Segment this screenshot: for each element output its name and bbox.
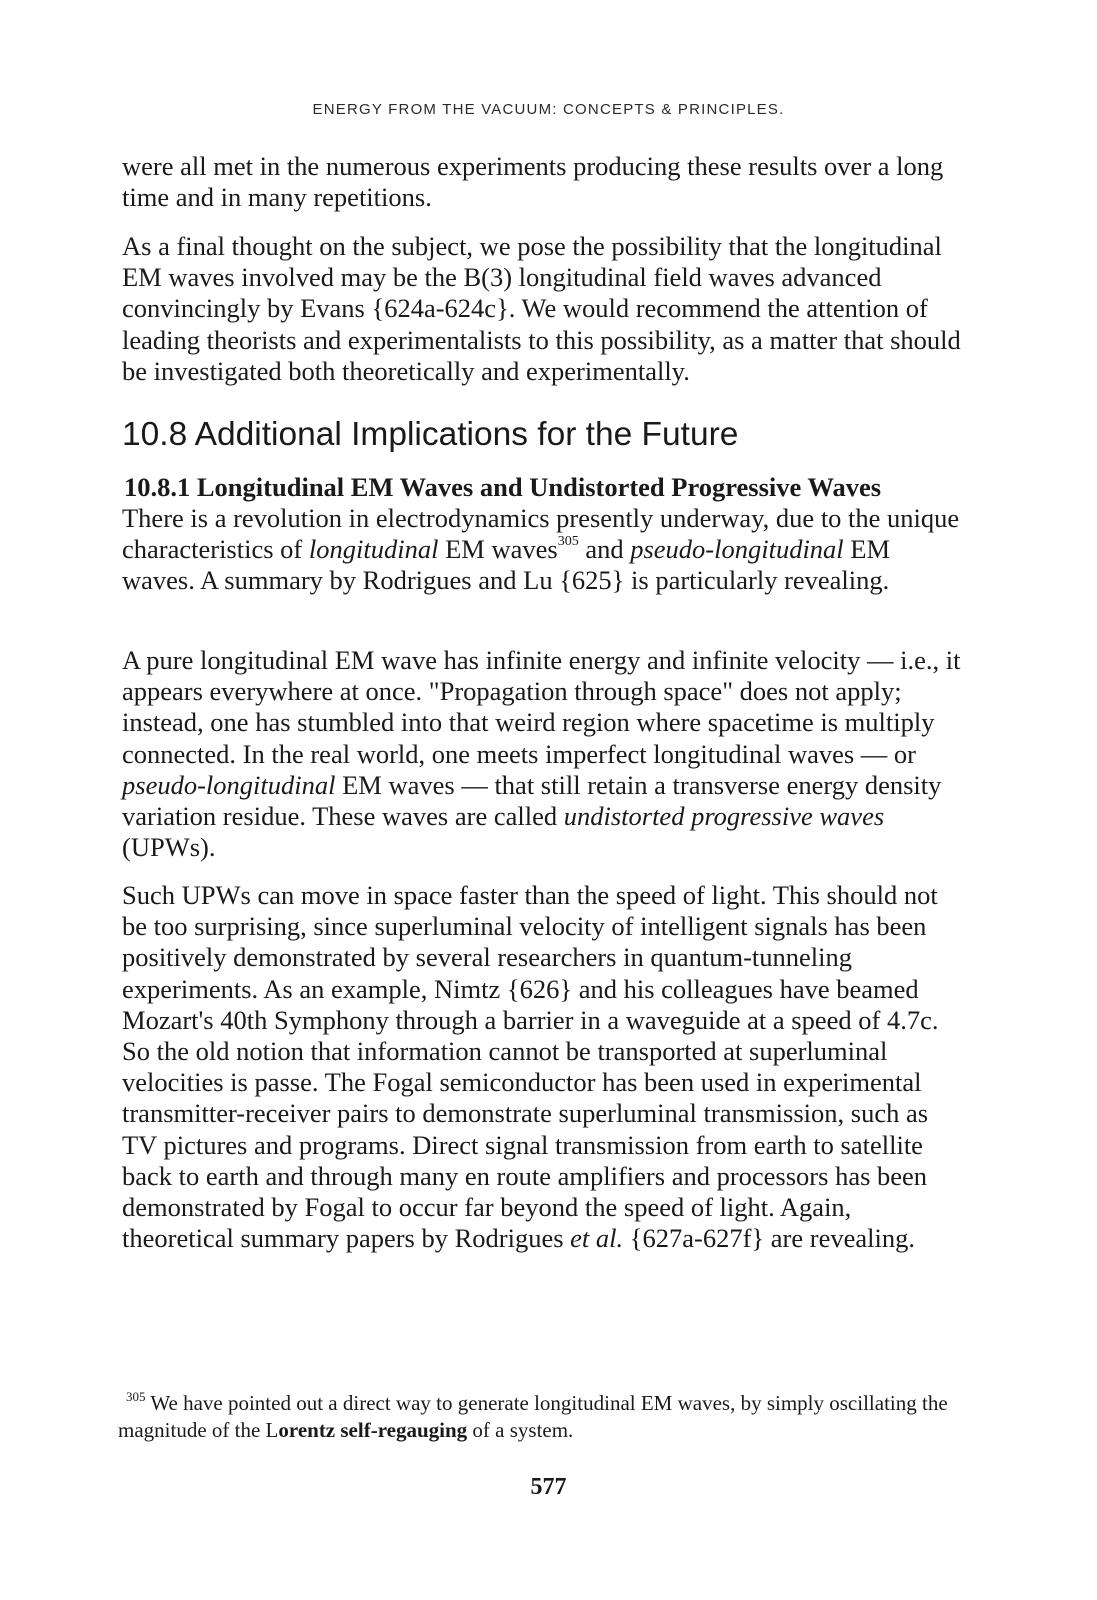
paragraph-continuation [122,151,962,213]
paragraph-upws [122,880,962,1254]
text-run: (UPWs). [122,832,216,863]
text-run: {627a-627f} are revealing. [623,1223,915,1254]
bold-term: orentz self-regauging [278,1418,468,1442]
paragraph-pure-longitudinal [122,645,962,863]
text-run: A pure longitudinal EM wave has infinite energy and infinite velocity — i.e., it appears everywhere at once. "Propagation through space" does not apply; instead, one has stumbled into that weird region where spacetime is multiply connected. In the real world, one meets imperfect longitudinal waves — or [122,645,961,769]
footnote [118,1390,968,1444]
paragraph-text: were all met in the numerous experiments producing these results over a long time and in many repetitions. [122,151,944,213]
italic-term: pseudo-longitudinal [630,534,844,565]
text-run: and [578,534,631,565]
text-run: EM waves — that still retain a transverse energy density variation residue. These waves are called [122,769,942,832]
italic-term: pseudo-longitudinal [122,769,336,800]
italic-term: undistorted progressive waves [563,801,885,832]
text-run: We have pointed out a direct way to generate longitudinal EM waves, by simply oscillating the magnitude of the L [118,1391,948,1442]
paragraph-text [122,880,962,1254]
italic-term: et al. [570,1223,624,1254]
text-run: Such UPWs can move in space faster than the speed of light. This should not be too surprising, since superluminal velocity of intelligent signals has been positively demonstrated by several researchers in quantum-tunneling experiments. As an example, Nimtz {626} and his colleagues have beamed Mozart's 40th Symphony through a barrier in a waveguide at a speed of 4.7c. So the old notion that information cannot be transported at superluminal velocities is passe. The Fogal semiconductor has been used in experimental transmitter-receiver pairs to demonstrate superluminal transmission, such as TV pictures and programs. Direct signal transmission from earth to satellite back to earth and through many en route amplifiers and processors has been demonstrated by Fogal to occur far beyond the speed of light. Again, theoretical summary papers by Rodrigues [122,880,939,1254]
footnote-reference[interactable]: 305 [557,534,579,550]
text-run: EM waves. A summary by Rodrigues and Lu {625} is particularly revealing. [122,534,891,596]
text-run: EM waves [438,534,558,565]
subsection-heading: 10.8.1 Longitudinal EM Waves and Undistorted Progressive Waves [124,472,882,502]
paragraph-text: As a final thought on the subject, we pose the possibility that the longitudinal EM waves involved may be the B(3) longitudinal field waves advanced convincingly by Evans {624a-624c}. We would recommend the attention of leading theorists and experimentalists to this possibility, as a matter that should be investigated both theoretically and experimentally. [122,231,961,386]
paragraph-final-thought [122,231,962,387]
paragraph-text [122,503,962,597]
italic-term: longitudinal [308,534,439,565]
running-header: ENERGY FROM THE VACUUM: CONCEPTS & PRINCIPLES. [312,101,785,118]
paragraph-text [122,645,962,863]
page-number: 577 [530,1474,567,1500]
paragraph-revolution [122,503,962,597]
text-run: of a system. [467,1418,574,1442]
footnote-mark: 305 [126,1389,146,1404]
section-heading: 10.8 Additional Implications for the Future [122,416,739,453]
text-run: There is a revolution in electrodynamics presently underway, due to the unique characteristics of [122,503,960,565]
